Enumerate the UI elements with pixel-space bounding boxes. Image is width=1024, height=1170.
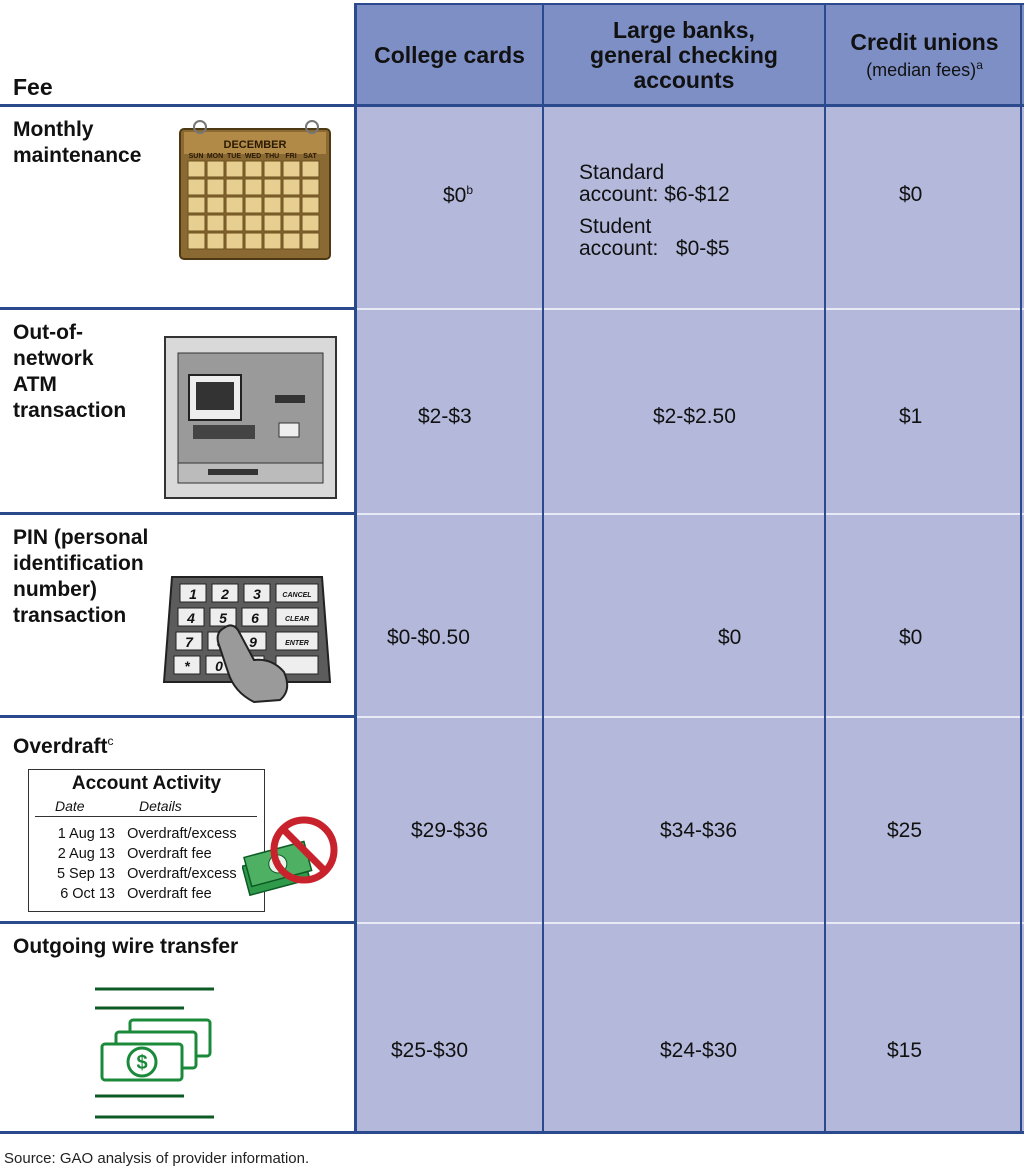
activity-entry: 5 Sep 13 Overdraft/excess (56, 866, 237, 882)
activity-title: Account Activity (71, 773, 222, 794)
svg-text:ENTER: ENTER (285, 640, 309, 647)
svg-text:$: $ (272, 856, 284, 873)
fee-label: PIN (personal identification number) transaction (13, 526, 149, 627)
svg-text:CLEAR: CLEAR (284, 616, 310, 623)
activity-entry: 6 Oct 13 Overdraft fee (60, 886, 212, 902)
column-header-large-banks (543, 4, 825, 106)
footnote-c: c (107, 734, 114, 748)
divider (356, 513, 1024, 515)
wire-credit-value: $15 (887, 1039, 923, 1062)
calendar-icon (178, 117, 338, 277)
divider (1020, 3, 1022, 1133)
credit-unions-subtitle: (median fees)$^a$ (866, 58, 983, 80)
college-cards-title: College cards (374, 41, 525, 68)
keypad-icon (162, 572, 332, 707)
svg-text:THU: THU (264, 153, 280, 160)
fee-label: Overdraft$^c$ (13, 734, 114, 758)
row-monthly-maintenance-label (0, 107, 354, 307)
monthly-college-value: $0$^b$ (443, 183, 474, 207)
svg-text:4: 4 (187, 610, 195, 626)
svg-text:$: $ (136, 1052, 148, 1074)
svg-text:TUE: TUE (227, 153, 241, 160)
wire-college-value: $25-$30 (391, 1039, 469, 1062)
large-banks-title: Large banks, general checking accounts (590, 16, 778, 93)
pin-bank-value: $0 (718, 626, 742, 649)
credit-unions-title: Credit unions (850, 29, 999, 55)
divider (356, 922, 1024, 924)
divider (356, 308, 1024, 310)
shaded-body (356, 106, 1024, 1133)
overdraft-credit-value: $25 (887, 819, 923, 842)
divider (356, 716, 1024, 718)
atm-bank-value: $2-$2.50 (653, 405, 736, 428)
row-atm-label (0, 310, 354, 512)
svg-text:2: 2 (221, 586, 229, 602)
svg-text:CANCEL: CANCEL (282, 592, 312, 599)
footnote-a: a (976, 58, 983, 72)
activity-entry: 2 Aug 13 Overdraft fee (57, 846, 212, 862)
monthly-bank-student: Student account: $0-$5 (579, 215, 730, 260)
monthly-credit-value: $0 (899, 183, 923, 206)
svg-text:SAT: SAT (303, 153, 317, 160)
svg-text:SUN: SUN (188, 153, 204, 160)
svg-text:WED: WED (244, 153, 262, 160)
activity-entries (35, 824, 237, 904)
svg-text:3: 3 (253, 586, 261, 602)
divider (356, 3, 1024, 5)
svg-text:FRI: FRI (285, 153, 297, 160)
fee-label: Out-of-network ATM transaction (13, 321, 127, 422)
atm-credit-value: $1 (899, 405, 923, 428)
pin-credit-value: $0 (899, 626, 923, 649)
account-activity-icon (28, 769, 265, 912)
svg-text:DECEMBER: DECEMBER (223, 139, 287, 151)
monthly-bank-standard: Standard account: $6-$12 (579, 161, 730, 206)
pin-college-value: $0-$0.50 (387, 626, 470, 649)
row-pin-label (0, 515, 354, 715)
svg-text:*: * (184, 658, 190, 674)
row-wire-transfer-label (0, 924, 354, 1131)
source-note: Source: GAO analysis of provider information. (4, 1150, 310, 1167)
activity-header: Date Details (35, 798, 257, 817)
activity-entry: 1 Aug 13 Overdraft/excess (57, 826, 237, 842)
overdraft-bank-value: $34-$36 (660, 819, 738, 842)
divider (824, 3, 826, 1133)
svg-text:5: 5 (219, 610, 227, 626)
divider (0, 1131, 1024, 1134)
svg-text:7: 7 (185, 634, 193, 650)
atm-college-value: $2-$3 (418, 405, 472, 428)
svg-text:9: 9 (249, 634, 257, 650)
money-transfer-icon (92, 986, 222, 1122)
svg-text:6: 6 (251, 610, 259, 626)
divider (542, 3, 544, 1133)
no-money-icon (242, 808, 340, 898)
svg-text:MON: MON (206, 153, 224, 160)
column-header-college-cards (356, 4, 543, 106)
footnote-b: b (466, 183, 474, 197)
wire-bank-value: $24-$30 (660, 1039, 738, 1062)
column-header-credit-unions (825, 4, 1024, 106)
fee-label: Outgoing wire transfer (13, 935, 239, 958)
overdraft-college-value: $29-$36 (411, 819, 489, 842)
fee-column-header: Fee (13, 74, 53, 100)
divider (354, 3, 357, 1134)
atm-icon (163, 335, 338, 500)
svg-text:1: 1 (189, 586, 197, 602)
svg-text:0: 0 (215, 658, 223, 674)
fee-label: Monthly maintenance (13, 118, 142, 167)
